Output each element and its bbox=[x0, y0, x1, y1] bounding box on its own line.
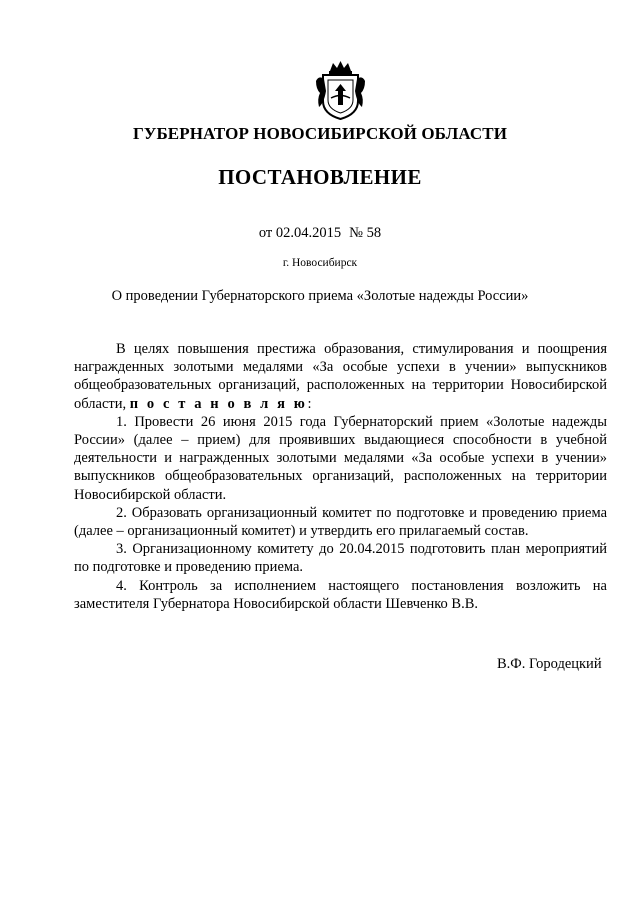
decree-colon: : bbox=[307, 395, 312, 412]
decree-word: п о с т а н о в л я ю bbox=[129, 395, 308, 412]
decree-item-4: 4. Контроль за исполнением настоящего постановления возложить на заместителя Губернатора Новосибирской области Шевченко В.В. bbox=[74, 577, 607, 612]
date-number-line bbox=[0, 225, 640, 242]
document-date: от 02.04.2015 bbox=[258, 225, 342, 241]
document-subject: О проведении Губернаторского приема «Золотые надежды России» bbox=[111, 288, 529, 304]
decree-item-3: 3. Организационному комитету до 20.04.2015 подготовить план мероприятий по подготовке и проведению приема. bbox=[74, 541, 607, 576]
preamble-text: В целях повышения престижа образования, стимулирования и поощрения награжденных золотыми медалями «За особые успехи в учении» выпускников общеобразовательных организаций, расположенных на территории Новосибирской области, bbox=[74, 341, 607, 412]
document-body bbox=[74, 340, 607, 613]
document-type-title: ПОСТАНОВЛЕНИЕ bbox=[218, 165, 422, 189]
signature-name: В.Ф. Городецкий bbox=[497, 656, 602, 672]
issuing-authority: ГУБЕРНАТОР НОВОСИБИРСКОЙ ОБЛАСТИ bbox=[132, 124, 508, 143]
decree-item-1: 1. Провести 26 июня 2015 года Губернаторский прием «Золотые надежды России» (далее – прием) для проявивших выдающиеся способности в учебной деятельности и награжденных золотыми медалями «За особые успехи в учении» выпускников общеобразовательных организаций, расположенных на территории Новосибирской области. bbox=[74, 413, 607, 503]
decree-item-2: 2. Образовать организационный комитет по подготовке и проведению приема (далее – организационный комитет) и утвердить его прилагаемый состав. bbox=[74, 504, 607, 540]
coat-of-arms-icon bbox=[315, 61, 366, 121]
issue-city: г. Новосибирск bbox=[282, 257, 358, 269]
document-number: № 58 bbox=[349, 225, 382, 241]
preamble-paragraph bbox=[74, 340, 607, 413]
